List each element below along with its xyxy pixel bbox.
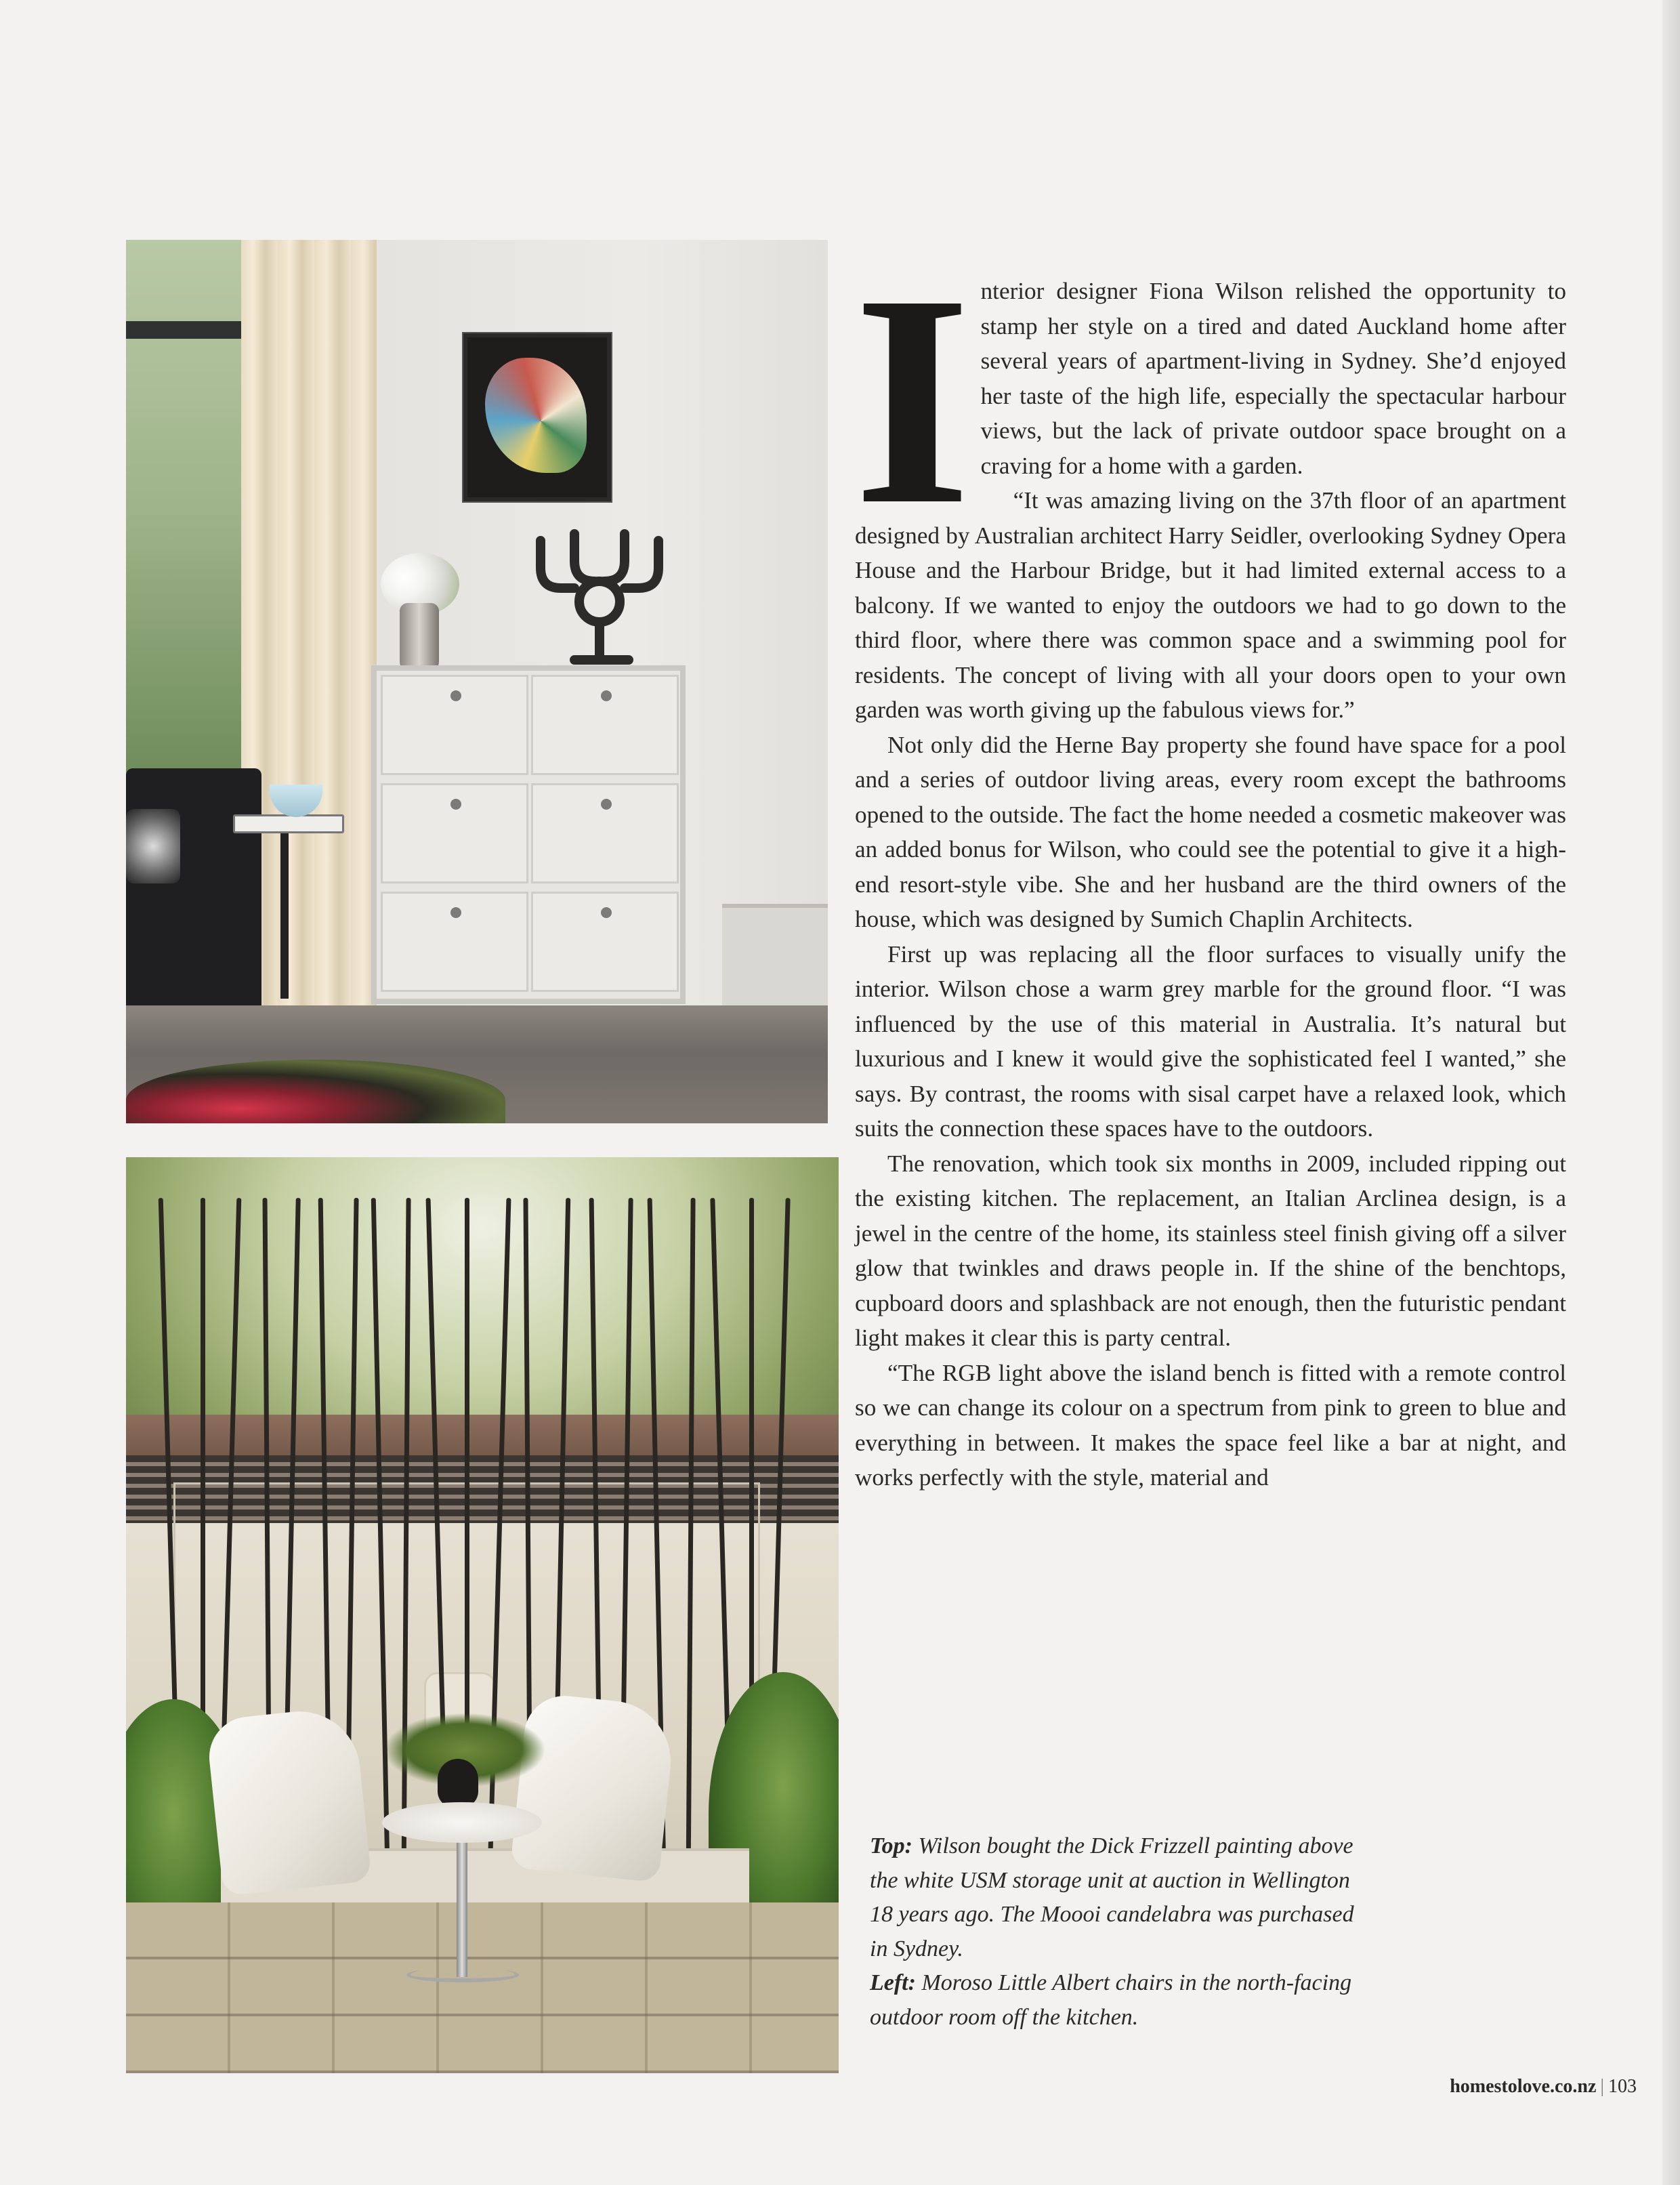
photo-side-table-leg	[280, 829, 289, 999]
page-number: 103	[1608, 2076, 1637, 2097]
photo-vase	[400, 603, 439, 675]
photo-cushion	[126, 809, 180, 883]
interior-photo	[126, 240, 828, 1123]
paragraph-text: nterior designer Fiona Wilson relished the opportunity to stamp her style on a tired and dated Auckland home after several years of apartment-living in Sydney. She’d enjoyed her taste of the high life, especially the spectacular harbour views, but the lack of private outdoor space brought on a craving for a home with a garden.	[980, 278, 1566, 479]
photo-table-foot	[406, 1968, 519, 1982]
article-body	[854, 233, 1566, 1495]
caption-left-label: Left:	[870, 1970, 916, 1995]
article-paragraph-2: “It was amazing living on the 37th floor of an apartment designed by Australian architect Harry Seidler, overlooking Sydney Opera House and the Harbour Bridge, but it had limited external access to a balcony. If we wanted to enjoy the outdoors we had to go down to the third floor, where there was common space and a swimming pool for residents. The concept of living with all your doors open to your own garden was worth giving up the fabulous views for.”	[855, 487, 1566, 723]
photo-step	[722, 904, 828, 1016]
photo-caption	[870, 1829, 1358, 2035]
article-paragraph-4: First up was replacing all the floor surfaces to visually unify the interior. Wilson chose a warm grey marble for the ground floor. “I was influenced by the use of this material in Australia. It’s natural but luxurious and I knew it would give the sophisticated feel I wanted,” she says. By contrast, the rooms with sisal carpet have a relaxed look, which suits the connection these spaces have to the outdoors.	[855, 940, 1566, 1142]
article-paragraph-1	[854, 233, 1566, 567]
photo-table-top	[382, 1802, 542, 1843]
courtyard-photo	[126, 1157, 839, 2073]
photo-pot	[438, 1759, 478, 1808]
photo-paving-lines	[126, 1902, 839, 2073]
caption-left-text: Moroso Little Albert chairs in the north-facing outdoor room off the kitchen.	[870, 1970, 1352, 2030]
article-paragraph-3: Not only did the Herne Bay property she found have space for a pool and a series of outdoor living areas, every room except the bathrooms opened to the outside. The fact the home needed a cosmetic makeover was an added bonus for Wilson, who could see the potential to give it a high-end resort-style vibe. She and her husband are the third owners of the house, which was designed by Sumich Chaplin Architects.	[855, 731, 1566, 932]
photo-painting	[463, 333, 611, 501]
article-paragraph-6: “The RGB light above the island bench is fitted with a remote control so we can change its colour on a spectrum from pink to green to blue and everything in between. It makes the space feel like a bar at night, and works perfectly with the style, material and	[855, 1359, 1566, 1491]
photo-table-leg	[457, 1835, 467, 1977]
photo-side-table	[233, 814, 344, 833]
drop-cap: I	[854, 233, 971, 567]
photo-chair-left	[205, 1705, 372, 1896]
photo-window-frame	[126, 321, 255, 339]
page-footer	[1409, 2076, 1637, 2098]
photo-storage-unit	[371, 665, 686, 1004]
article-paragraph-5: The renovation, which took six months in 2009, included ripping out the existing kitchen. The replacement, an Italian Arclinea design, is a jewel in the centre of the home, its stainless steel finish giving off a silver glow that twinkles and draws people in. If the shine of the benchtops, cupboard doors and splashback are not enough, then the futuristic pendant light makes it clear this is party central.	[855, 1150, 1566, 1351]
page-edge-shadow	[1662, 0, 1680, 2185]
footer-site-link[interactable]: homestolove.co.nz	[1450, 2076, 1597, 2097]
candelabra-icon	[527, 527, 672, 669]
photo-sofa	[126, 768, 261, 1012]
footer-separator: |	[1600, 2076, 1604, 2097]
photo-chair-right	[510, 1692, 677, 1883]
caption-top-label: Top:	[870, 1833, 912, 1858]
photo-curtain	[241, 240, 377, 1026]
caption-top-text: Wilson bought the Dick Frizzell painting above the white USM storage unit at auction in Wellington 18 years ago. The Moooi candelabra was purchased in Sydney.	[870, 1833, 1354, 1961]
